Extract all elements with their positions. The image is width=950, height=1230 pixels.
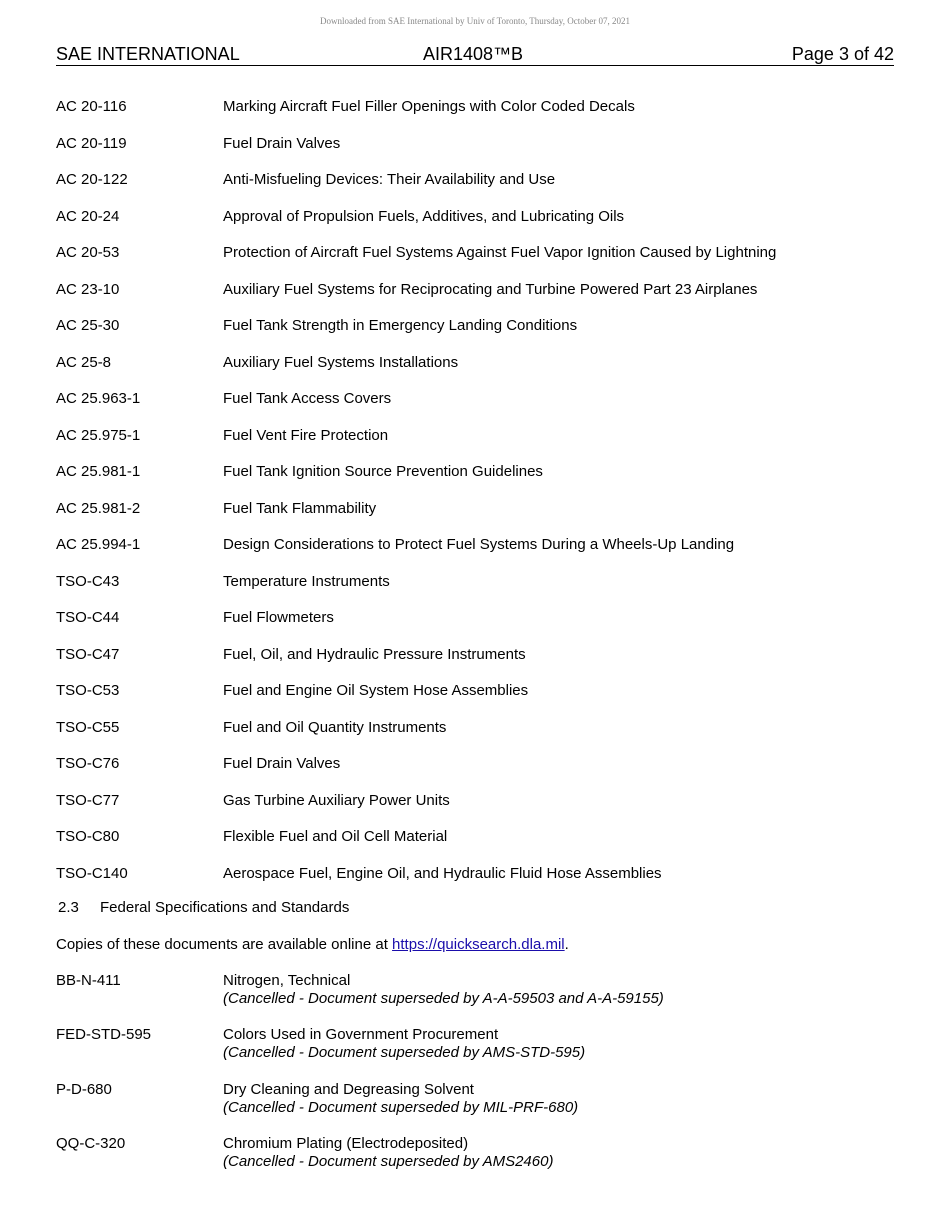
reference-code: AC 20-122 [56, 171, 128, 188]
reference-title: Gas Turbine Auxiliary Power Units [223, 791, 450, 809]
reference-code: AC 20-119 [56, 134, 127, 152]
reference-code: TSO-C44 [56, 609, 120, 626]
reference-title: Fuel Tank Access Covers [223, 390, 392, 407]
page-header [56, 43, 894, 66]
reference-title: Fuel and Oil Quantity Instruments [223, 718, 447, 736]
section-number: 2.3 [58, 899, 79, 916]
reference-title: Auxiliary Fuel Systems for Reciprocating and Turbine Powered Part 23 Airplanes [223, 280, 758, 298]
intro-paragraph [56, 936, 569, 954]
reference-title: Temperature Instruments [223, 572, 390, 590]
reference-title: Fuel Drain Valves [223, 755, 341, 772]
reference-title: Protection of Aircraft Fuel Systems Against Fuel Vapor Ignition Caused by Lightning [223, 244, 777, 261]
reference-code: AC 25.981-1 [56, 463, 141, 480]
reference-title: Marking Aircraft Fuel Filler Openings with Color Coded Decals [223, 98, 635, 115]
download-watermark: Downloaded from SAE International by Univ of Toronto, Thursday, October 07, 2021 [320, 16, 630, 26]
reference-code: TSO-C80 [56, 828, 120, 845]
spec-title: Nitrogen, Technical [223, 972, 351, 989]
spec-cancellation-note: (Cancelled - Document superseded by MIL-PRF-680) [223, 1098, 579, 1116]
reference-title: Anti-Misfueling Devices: Their Availability and Use [223, 171, 556, 188]
reference-title: Auxiliary Fuel Systems Installations [223, 353, 459, 371]
reference-title: Fuel, Oil, and Hydraulic Pressure Instruments [223, 645, 526, 663]
reference-code: TSO-C76 [56, 755, 120, 772]
spec-title-block [223, 972, 664, 1008]
reference-title: Fuel and Engine Oil System Hose Assemblies [223, 682, 529, 699]
reference-code: AC 25.975-1 [56, 426, 141, 444]
reference-title: Fuel Vent Fire Protection [223, 426, 389, 444]
spec-code: QQ-C-320 [56, 1134, 126, 1152]
intro-suffix: . [564, 936, 569, 953]
reference-code: TSO-C55 [56, 718, 120, 736]
spec-code: FED-STD-595 [56, 1026, 152, 1044]
reference-code: TSO-C140 [56, 864, 128, 882]
spec-title-block [223, 1135, 553, 1171]
spec-title: Dry Cleaning and Degreasing Solvent [223, 1080, 474, 1098]
reference-title: Fuel Flowmeters [223, 609, 334, 626]
reference-code: AC 25.981-2 [56, 499, 141, 517]
reference-code: AC 20-116 [56, 98, 127, 115]
reference-code: TSO-C47 [56, 645, 120, 663]
reference-title: Aerospace Fuel, Engine Oil, and Hydraulic Fluid Hose Assemblies [223, 864, 662, 882]
spec-cancellation-note: (Cancelled - Document superseded by A-A-59503 and A-A-59155) [223, 990, 664, 1007]
spec-cancellation-note: (Cancelled - Document superseded by AMS-STD-595) [223, 1044, 586, 1062]
reference-title: Design Considerations to Protect Fuel Systems During a Wheels-Up Landing [223, 536, 735, 553]
spec-title: Colors Used in Government Procurement [223, 1026, 499, 1044]
reference-code: AC 25-8 [56, 353, 112, 371]
reference-code: TSO-C77 [56, 791, 120, 809]
spec-cancellation-note: (Cancelled - Document superseded by AMS2460) [223, 1152, 554, 1170]
spec-title-block [223, 1026, 585, 1062]
header-document-number: AIR1408™B [423, 44, 524, 64]
reference-code: TSO-C43 [56, 572, 120, 590]
reference-code: TSO-C53 [56, 682, 120, 699]
reference-title: Fuel Drain Valves [223, 134, 341, 152]
section-title: Federal Specifications and Standards [100, 899, 350, 916]
reference-title: Fuel Tank Strength in Emergency Landing Conditions [223, 317, 578, 334]
dla-link[interactable]: https://quicksearch.dla.mil [392, 936, 565, 953]
section-heading [58, 899, 349, 917]
reference-code: AC 25.963-1 [56, 390, 141, 407]
spec-code: P-D-680 [56, 1080, 112, 1098]
reference-title: Fuel Tank Flammability [223, 499, 377, 517]
reference-code: AC 25-30 [56, 317, 120, 334]
reference-title: Fuel Tank Ignition Source Prevention Guidelines [223, 463, 543, 480]
spec-title: Chromium Plating (Electrodeposited) [223, 1134, 469, 1152]
header-page-number: Page 3 of 42 [791, 44, 894, 64]
reference-code: AC 20-24 [56, 207, 120, 225]
reference-code: AC 23-10 [56, 280, 120, 298]
reference-title: Flexible Fuel and Oil Cell Material [223, 828, 448, 845]
intro-text: Copies of these documents are available online at [56, 936, 393, 953]
spec-code: BB-N-411 [56, 972, 121, 989]
reference-title: Approval of Propulsion Fuels, Additives, and Lubricating Oils [223, 207, 625, 225]
reference-code: AC 25.994-1 [56, 536, 141, 553]
spec-title-block [223, 1081, 578, 1117]
reference-code: AC 20-53 [56, 244, 120, 261]
header-organization: SAE INTERNATIONAL [56, 44, 240, 64]
